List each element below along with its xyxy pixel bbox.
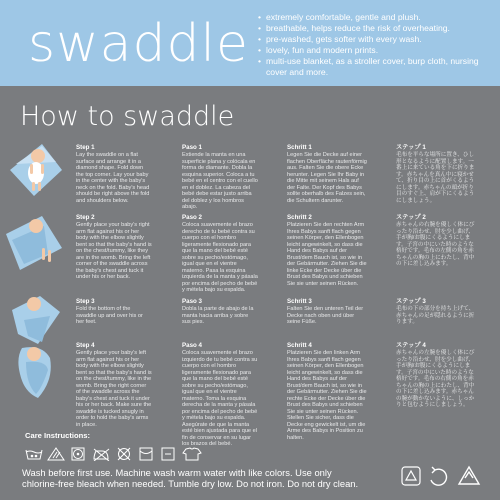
step-4-title-ja: ステップ 4 [396,342,426,349]
step-3-title-en: Step 3 [76,298,95,305]
step-4-text-en: Gently place your baby's left arm flat against his or her body with the elbow slightly bent so that the baby's hand is on the chest/tummy, like in the womb. Bring the right corner of the swaddle across the baby's chest and tuck it under his or her back. Make sure the swaddle is tucked snugly in order to hold the baby's arms in place. [76,350,152,428]
step-2-text-de: Platzieren Sie den rechten Arm Ihres Babys sanft flach gegen seinen Körper, den Ellenbogen leicht angewinkelt, so dass die Hand des Babys auf der Brust/dem Bauch ist, so wie in der Gebärmutter. Ziehen Sie die linke Ecke der Decke über die Brust des Babys und schieben Sie sie unter seinen Rücken. [287,222,367,287]
step-2-title-es: Paso 2 [182,214,202,221]
step-3-title-ja: ステップ 3 [396,298,426,305]
recycling-symbols [399,464,494,488]
howto-heading: How to swaddle [20,101,235,132]
step-1-title-de: Schritt 1 [287,144,312,151]
step-1-title-ja: ステップ 1 [396,144,426,151]
care-instructions-text: Wash before first use. Machine wash warm water with like colors. Use only chlorine-free bleach when needed. Tumble dry low. Do not iron. Do not dry clean. [22,467,359,489]
recycle-pp-icon [402,467,420,485]
step-1-title-es: Paso 1 [182,144,202,151]
do-not-iron-icon [94,449,109,461]
step-2-title-en: Step 2 [76,214,95,221]
step-3-title-es: Paso 3 [182,298,202,305]
step-3-text-en: Fold the bottom of the swaddle up and over his or her feet. [76,306,143,325]
step-4-title-de: Schritt 4 [287,342,312,349]
step-4-text-es: Coloca suavemente el brazo izquierdo de tu bebé contra su cuerpo con el hombro ligeramente flexionado para que la mano del bebé esté sobre su pecho/estómago, igual que en el vientre materno. Toma la esquina derecha de la manta y pásala por encima del pecho de bebé y métela bajo su espalda. Asegúrate de que la manta esté bien ajustada para que el fin de conservar en su lugar los brazos del bebé. [182,350,258,447]
feature-item: • pre-washed, gets softer with every wash. [258,34,494,45]
step-1-illustration-icon [2,140,66,200]
feature-item: • extremely comfortable, gentle and plush. [258,12,494,23]
feature-item: • lovely, fun and modern prints. [258,45,494,56]
step-4-illustration-icon [2,340,66,400]
step-4-text-de: Platzieren Sie den linken Arm Ihres Babys sanft flach gegen seinen Körper, den Ellenbogen leicht angewinkelt, so dass die Hand des Babys auf der Brust/dem Bauch ist, so wie in der Gebärmutter. Ziehen Sie die rechte Ecke der Decke über die Brust des Babys und schieben Sie sie unter seinen Rücken. Stellen Sie sicher, dass die Decke eng gewickelt ist, um die Arme des Babys in Position zu halten. [287,350,367,441]
step-1-title-en: Step 1 [76,144,95,151]
step-2-title-ja: ステップ 2 [396,214,426,221]
recycle-arrows-icon [431,467,446,485]
dry-flat-icon [162,448,174,460]
feature-item: • multi-use blanket, as a stroller cover, burp cloth, nursing cover and more. [258,56,494,78]
step-4-title-en: Step 4 [76,342,95,349]
step-3-text-ja: 毛布の下の部分を持ち上げて、赤ちゃんの足が隠れるように折ります。 [396,306,475,325]
line-dry-icon [140,448,152,460]
header-banner [0,0,500,86]
step-2-text-ja: 赤ちゃんの右腕を優しく体にぴったり沿わせ、肘を少し曲げ、手が胸/お腹にくるようにします。子宮の中にいた時のような格好です。毛布の左側の角を赤ちゃんの胸の上にわたし、背中の下に差し込みます。 [396,222,475,267]
step-2-illustration-icon [2,212,66,272]
step-1-text-es: Extiende la manta en una superficie plana y colócala en forma de diamante. Dobla la esquina superior. Coloca a tu bebé en el centro con el cuello en el doblez. La cabeza del bebé debe estar justo arriba del doblez y los hombros abajo. [182,152,258,210]
step-1-text-en: Lay the swaddle on a flat surface and arrange it in a diamond shape. Fold down the top corner. Lay your baby in the center with the baby's neck on the fold. Baby's head should be right above the fold and shoulders below. [76,152,150,204]
step-3-text-de: Falten Sie den unteren Teil der Decke nach oben und über seine Füße. [287,306,364,325]
do-not-dry-clean-icon [118,448,130,460]
feature-list [258,12,494,78]
step-1-text-ja: 毛布を平らな場所に置き、ひし形となるように配置します。一番上に来ている角を下に折ります。赤ちゃんを真ん中に寝かせて、折り目の上に首がくるようにします。赤ちゃんの頭が折り目のすぐ上、肩が下にくるようにしましょう。 [396,152,475,204]
care-instructions-label: Care Instructions: [25,431,90,440]
shirt-icon [183,448,201,460]
tumble-dry-low-icon [72,448,84,460]
step-4-title-es: Paso 4 [182,342,202,349]
care-symbols [24,447,224,461]
feature-item: • breathable, helps reduce the risk of overheating. [258,23,494,34]
step-2-text-en: Gently place your baby's right arm flat against his or her body with the elbow slightly bent so that the baby's hand is on the chest/tummy, like they are in the womb. Bring the left corner of the swaddle across the baby's chest and tuck it under his or her back. [76,222,152,280]
step-3-title-de: Schritt 3 [287,298,312,305]
wash-warm-icon [26,450,42,459]
bleach-icon [48,448,64,460]
step-4-text-ja: 赤ちゃんの左腕を優しく体にぴったり沿わせ、肘を少し曲げ、手が胸/お腹にくるようにします。子宮の中にいた時のような格好です。毛布の右側の角を赤ちゃんの胸の上にわたし、背中の下に差し込みます。赤ちゃんの腕が動かないように、しっかりと包むようにしましょう。 [396,350,475,408]
recycle-triangle-icon [459,467,479,484]
step-1-text-de: Legen Sie die Decke auf einer flachen Oberfläche rautenförmig aus. Falten Sie die obere Ecke herunter. Legen Sie Ihr Baby in die Mitte mit seinem Hals auf der Falte. Der Kopf des Babys sollte oberhalb des Falzes sein, die Schultern darunter. [287,152,367,204]
brand-title: swaddle [28,14,249,74]
step-2-text-es: Coloca suavemente el brazo derecho de tu bebé contra su cuerpo con el hombro ligeramente flexionado para que la mano del bebé esté sobre su pecho/estómago, igual que en el vientre materno. Pasa la esquina izquierda de la manta y pásala por encima del pecho de bebé y métela bajo su espalda. [182,222,258,293]
step-2-title-de: Schritt 2 [287,214,312,221]
step-3-text-es: Dobla la parte de abajo de la manta hacia arriba y sobre sus pies. [182,306,254,325]
